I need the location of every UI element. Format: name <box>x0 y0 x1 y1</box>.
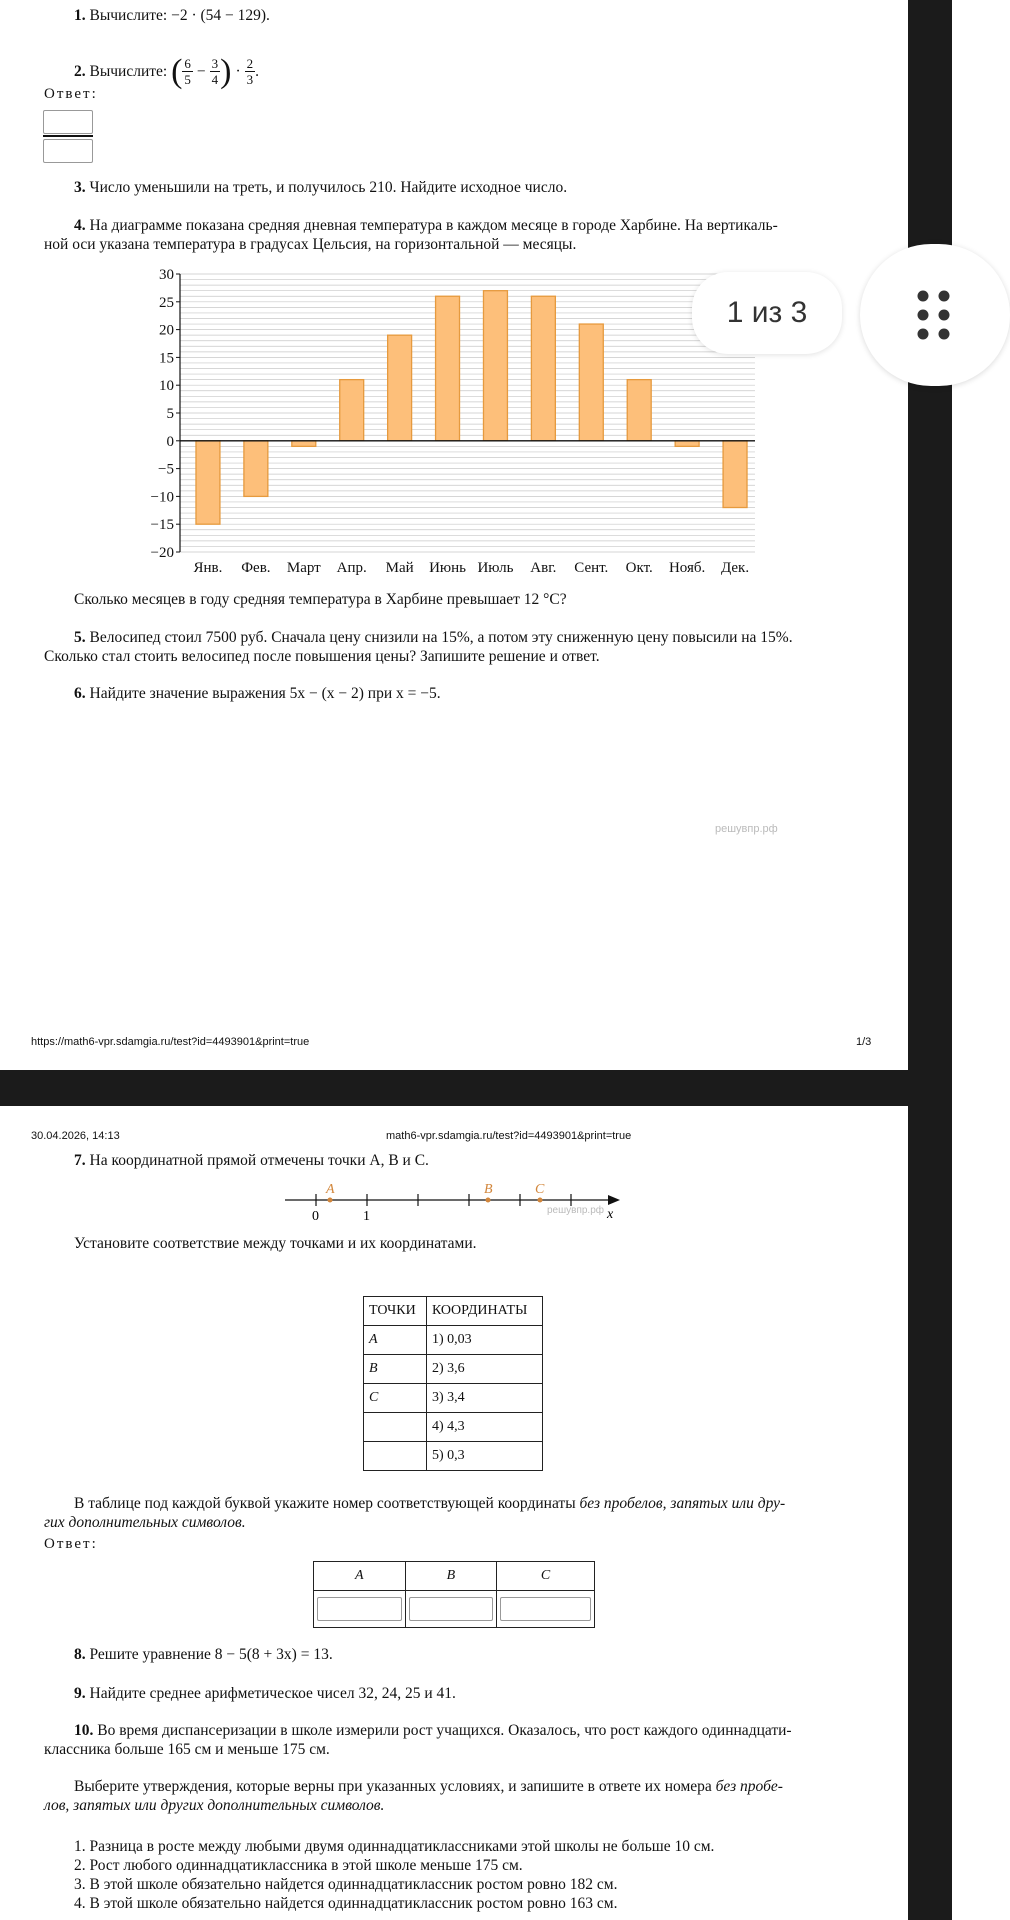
fraction-numerator: 6 <box>184 56 191 71</box>
note-text: В таблице под каждой буквой укажите номер соответствующей координаты <box>74 1495 580 1512</box>
y-tick-label: −5 <box>158 461 174 478</box>
y-tick-label: 0 <box>166 433 174 450</box>
x-tick-label: Нояб. <box>668 560 706 576</box>
answer-header-c: C <box>497 1562 595 1591</box>
question-1 <box>74 6 270 25</box>
fraction-bar <box>43 135 93 137</box>
footer-url: https://math6-vpr.sdamgia.ru/test?id=4493901&print=true <box>31 1036 310 1048</box>
x-tick-label: Май <box>385 560 414 576</box>
question-10 <box>44 1721 874 1759</box>
question-7 <box>74 1151 429 1170</box>
fraction <box>182 56 193 87</box>
x-tick-label: Сент. <box>574 560 609 576</box>
point-b-label: B <box>484 1182 493 1197</box>
question-9 <box>74 1684 456 1703</box>
page-indicator: 1 из 3 <box>692 272 842 354</box>
fraction-denominator: 5 <box>184 72 191 87</box>
bar-8 <box>531 296 555 441</box>
question-5 <box>44 628 874 666</box>
x-tick-label: Июнь <box>429 560 467 576</box>
table-cell-point <box>364 1442 427 1471</box>
matching-table <box>363 1296 543 1471</box>
table-cell-coordinate: 4) 4,3 <box>426 1413 542 1442</box>
answer-input-b[interactable] <box>409 1597 494 1621</box>
x-tick-label: Окт. <box>625 560 653 576</box>
table-cell-coordinate: 5) 0,3 <box>426 1442 542 1471</box>
question-10-options <box>74 1837 714 1913</box>
y-tick-label: 10 <box>159 378 174 395</box>
label-zero: 0 <box>312 1209 319 1224</box>
table-row <box>364 1413 543 1442</box>
x-tick-label: Июль <box>477 560 514 576</box>
chart-grid <box>180 274 755 552</box>
question-10-instruction <box>44 1777 874 1815</box>
question-7-instruction: Установите соответствие между точками и их координатами. <box>74 1235 477 1252</box>
x-tick-label: Фев. <box>241 560 271 576</box>
fraction-numerator: 2 <box>246 56 254 71</box>
question-7-note <box>44 1494 874 1532</box>
header-coordinates: КООРДИНАТЫ <box>426 1297 542 1326</box>
question-text-line2: Сколько стал стоить велосипед после повышения цены? Запишите решение и ответ. <box>44 648 600 665</box>
fraction-numerator: 3 <box>211 56 219 71</box>
drag-handle-icon <box>914 289 954 341</box>
chart-watermark: решувпр.рф <box>715 823 778 835</box>
paren-close: ) <box>220 52 232 90</box>
table-row <box>364 1442 543 1471</box>
header-points: ТОЧКИ <box>364 1297 427 1326</box>
bar-9 <box>579 324 603 441</box>
question-number: 1. <box>74 7 86 24</box>
question-3 <box>74 178 567 197</box>
answer-table <box>313 1561 595 1628</box>
option-item: 1. Разница в росте между любыми двумя одиннадцатиклассниками этой школы не больше 10 см. <box>74 1838 715 1855</box>
question-text: На координатной прямой отмечены точки A, B и C. <box>89 1152 429 1169</box>
bar-7 <box>483 291 507 441</box>
note-italic-cont: гих дополнительных символов. <box>44 1514 246 1531</box>
axis-label-x: x <box>607 1207 614 1222</box>
question-number: 9. <box>74 1685 86 1702</box>
question-number: 8. <box>74 1646 86 1663</box>
instruction-italic: без пробе- <box>715 1778 783 1795</box>
question-text: Вычислите: <box>89 63 168 80</box>
answer-header-row <box>314 1562 595 1591</box>
axis-arrow-icon <box>608 1195 620 1205</box>
x-tick-labels <box>194 560 750 576</box>
header-url: math6-vpr.sdamgia.ru/test?id=4493901&print=true <box>386 1130 632 1142</box>
option-item: 4. В этой школе обязательно найдется одиннадцатиклассник ростом ровно 163 см. <box>74 1895 618 1912</box>
scroll-handle[interactable] <box>860 244 1010 386</box>
fraction-answer-box <box>43 110 93 162</box>
answer-label: Ответ: <box>44 86 98 102</box>
question-2: 2. Вычислите: ( $\frac{6}{5}$ − $\frac{3}{4}$ ) · $\frac{2}{3}$ . <box>74 52 260 90</box>
question-text: Вычислите: −2 · (54 − 129). <box>89 7 270 24</box>
question-number: 7. <box>74 1152 86 1169</box>
bar-12 <box>723 441 747 508</box>
y-tick-label: 15 <box>159 350 174 367</box>
answer-input-a[interactable] <box>317 1597 402 1621</box>
point-a-marker <box>328 1198 333 1203</box>
answer-header-b: B <box>405 1562 497 1591</box>
bar-1 <box>196 441 220 524</box>
question-number: 6. <box>74 685 86 702</box>
y-tick-labels <box>151 267 174 561</box>
table-cell-coordinate: 3) 3,4 <box>426 1384 542 1413</box>
y-tick-label: −20 <box>150 545 174 561</box>
bar-6 <box>436 296 460 441</box>
question-number: 5. <box>74 629 86 646</box>
fraction <box>210 56 221 87</box>
x-tick-label: Март <box>286 560 321 576</box>
bar-10 <box>627 380 651 441</box>
option-item: 2. Рост любого одиннадцатиклассника в этой школе меньше 175 см. <box>74 1857 523 1874</box>
table-row <box>364 1326 543 1355</box>
question-number: 3. <box>74 179 86 196</box>
bar-11 <box>675 441 699 447</box>
table-cell-point: B <box>364 1355 427 1384</box>
point-b-marker <box>486 1198 491 1203</box>
question-text-line1: Во время диспансеризации в школе измерили рост учащихся. Оказалось, что рост каждого одиннадцати- <box>97 1722 792 1739</box>
y-tick-label: −10 <box>150 489 174 506</box>
bar-3 <box>292 441 316 447</box>
label-one: 1 <box>363 1209 370 1224</box>
table-cell-coordinate: 2) 3,6 <box>426 1355 542 1384</box>
question-text-line2: ной оси указана температура в градусах Цельсия, на горизонтальной — месяцы. <box>44 236 577 253</box>
header-date: 30.04.2026, 14:13 <box>31 1130 120 1142</box>
option-item: 3. В этой школе обязательно найдется одиннадцатиклассник ростом ровно 182 см. <box>74 1876 618 1893</box>
answer-label: Ответ: <box>44 1536 98 1552</box>
question-8 <box>74 1645 333 1664</box>
question-number: 10. <box>74 1722 94 1739</box>
table-header-row <box>364 1297 543 1326</box>
y-tick-label: −15 <box>150 517 174 534</box>
fraction <box>245 56 256 87</box>
question-text-line1: На диаграмме показана средняя дневная температура в каждом месяце в городе Харбине. На вертикаль- <box>89 217 778 234</box>
table-row <box>364 1355 543 1384</box>
x-tick-label: Апр. <box>336 560 367 576</box>
bar-4 <box>340 380 364 441</box>
number-line-watermark: решувпр.рф <box>547 1205 605 1216</box>
table-cell-point: C <box>364 1384 427 1413</box>
question-number: 4. <box>74 217 86 234</box>
answer-input-row <box>314 1591 595 1628</box>
numerator-input[interactable] <box>43 110 93 134</box>
point-c-label: C <box>535 1182 545 1197</box>
denominator-input[interactable] <box>43 139 93 163</box>
question-4 <box>44 216 874 254</box>
fraction-denominator: 3 <box>246 72 254 87</box>
question-4-prompt: Сколько месяцев в году средняя температура в Харбине превышает 12 °C? <box>74 591 567 608</box>
question-text-line2: классника больше 165 см и меньше 175 см. <box>44 1741 330 1758</box>
question-text: Решите уравнение 8 − 5(8 + 3x) = 13. <box>89 1646 333 1663</box>
note-italic: без пробелов, запятых или дру- <box>579 1495 786 1512</box>
paren-open: ( <box>171 52 183 90</box>
instruction-italic-cont: лов, запятых или других дополнительных символов. <box>44 1797 385 1814</box>
question-text-line1: Велосипед стоил 7500 руб. Сначала цену снизили на 15%, а потом эту сниженную цену повысили на 15%. <box>89 629 793 646</box>
table-cell-point: A <box>364 1326 427 1355</box>
y-tick-label: 5 <box>166 406 174 422</box>
bar-2 <box>244 441 268 497</box>
instruction-text: Выберите утверждения, которые верны при указанных условиях, и запишите в ответе их номера <box>74 1778 716 1795</box>
answer-input-c[interactable] <box>500 1597 591 1621</box>
x-tick-label: Авг. <box>530 560 557 576</box>
number-line <box>280 1178 625 1224</box>
point-a-label: A <box>326 1182 335 1197</box>
question-6 <box>74 684 441 703</box>
y-tick-label: 25 <box>159 294 174 311</box>
y-tick-label: 30 <box>159 267 174 283</box>
question-number: 2. <box>74 63 86 80</box>
table-cell-coordinate: 1) 0,03 <box>426 1326 542 1355</box>
question-text: Найдите среднее арифметическое чисел 32, 24, 25 и 41. <box>89 1685 456 1702</box>
point-c-marker <box>538 1198 543 1203</box>
x-tick-label: Янв. <box>193 560 223 576</box>
x-tick-label: Дек. <box>720 560 750 576</box>
y-tick-label: 20 <box>159 322 174 339</box>
question-text: Найдите значение выражения 5x − (x − 2) при x = −5. <box>89 685 441 702</box>
answer-header-a: A <box>314 1562 406 1591</box>
table-row <box>364 1384 543 1413</box>
bar-5 <box>388 335 412 441</box>
question-text: Число уменьшили на треть, и получилось 210. Найдите исходное число. <box>89 179 568 196</box>
fraction-denominator: 4 <box>211 72 219 87</box>
footer-page-number: 1/3 <box>856 1036 872 1048</box>
table-cell-point <box>364 1413 427 1442</box>
page-separator <box>0 1070 952 1106</box>
